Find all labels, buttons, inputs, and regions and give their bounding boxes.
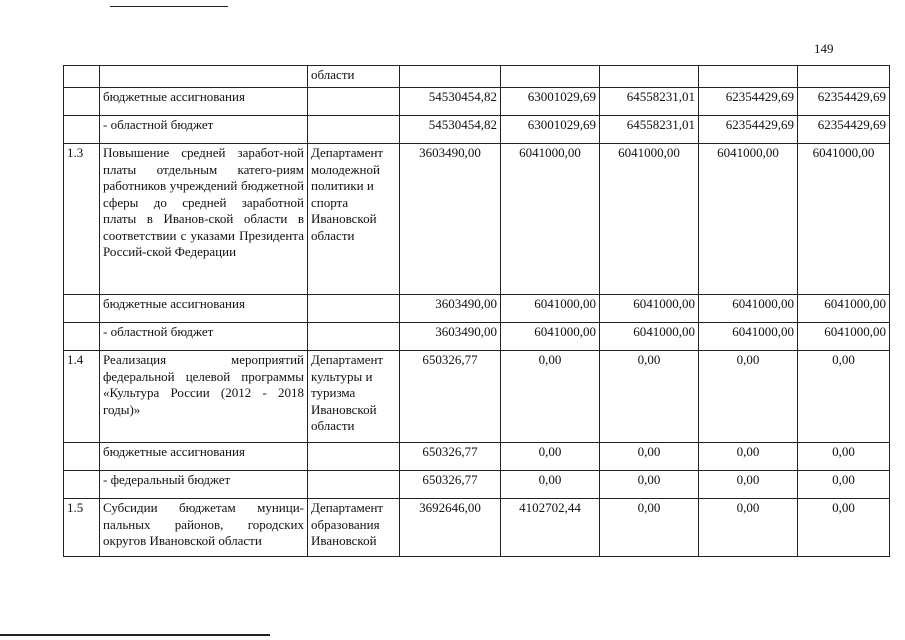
value-5: 0,00 bbox=[798, 351, 890, 443]
value-1: 3603490,00 bbox=[400, 295, 501, 323]
value-3: 0,00 bbox=[600, 443, 699, 471]
table-row bbox=[64, 351, 890, 443]
value-1: 54530454,82 bbox=[400, 88, 501, 116]
value-5: 0,00 bbox=[798, 443, 890, 471]
table-row bbox=[64, 471, 890, 499]
item-name: Реализация мероприятий федеральной целевой программы «Культура России (2012 - 2018 годы)» bbox=[100, 351, 308, 443]
value-1: 3692646,00 bbox=[400, 499, 501, 557]
value-1: 3603490,00 bbox=[400, 144, 501, 295]
value-4: 6041000,00 bbox=[699, 295, 798, 323]
value-2: 63001029,69 bbox=[501, 116, 600, 144]
value-1 bbox=[400, 66, 501, 88]
value-2: 6041000,00 bbox=[501, 295, 600, 323]
item-number: 1.5 bbox=[64, 499, 100, 557]
item-number bbox=[64, 295, 100, 323]
table-row bbox=[64, 443, 890, 471]
value-2 bbox=[501, 66, 600, 88]
table-row bbox=[64, 323, 890, 351]
item-number bbox=[64, 471, 100, 499]
value-3: 0,00 bbox=[600, 351, 699, 443]
table-row bbox=[64, 88, 890, 116]
item-department: Департамент образования Ивановской bbox=[308, 499, 400, 557]
value-5: 62354429,69 bbox=[798, 116, 890, 144]
value-4 bbox=[699, 66, 798, 88]
value-3: 6041000,00 bbox=[600, 295, 699, 323]
item-number bbox=[64, 88, 100, 116]
value-5 bbox=[798, 66, 890, 88]
value-2: 0,00 bbox=[501, 351, 600, 443]
value-1: 3603490,00 bbox=[400, 323, 501, 351]
item-name: Повышение средней заработ-ной платы отдельным катего-риям работников учреждений бюджетной сферы до средней заработной платы в Иванов-ской области в соответствии с указами Президента Россий-ской Федерации bbox=[100, 144, 308, 295]
item-name: - областной бюджет bbox=[100, 323, 308, 351]
table-row bbox=[64, 499, 890, 557]
value-3: 64558231,01 bbox=[600, 88, 699, 116]
item-department: Департамент культуры и туризма Ивановской области bbox=[308, 351, 400, 443]
value-2: 0,00 bbox=[501, 471, 600, 499]
value-4: 0,00 bbox=[699, 499, 798, 557]
value-2: 63001029,69 bbox=[501, 88, 600, 116]
top-rule bbox=[110, 6, 228, 7]
value-3 bbox=[600, 66, 699, 88]
item-number bbox=[64, 323, 100, 351]
value-5: 0,00 bbox=[798, 471, 890, 499]
item-department: Департамент молодежной политики и спорта Ивановской области bbox=[308, 144, 400, 295]
value-5: 6041000,00 bbox=[798, 144, 890, 295]
item-department bbox=[308, 443, 400, 471]
value-4: 0,00 bbox=[699, 351, 798, 443]
value-3: 6041000,00 bbox=[600, 323, 699, 351]
value-4: 6041000,00 bbox=[699, 144, 798, 295]
value-3: 6041000,00 bbox=[600, 144, 699, 295]
value-4: 0,00 bbox=[699, 443, 798, 471]
value-1: 650326,77 bbox=[400, 443, 501, 471]
item-name: бюджетные ассигнования bbox=[100, 88, 308, 116]
value-4: 62354429,69 bbox=[699, 88, 798, 116]
bottom-rule bbox=[0, 634, 270, 636]
item-name bbox=[100, 66, 308, 88]
item-department bbox=[308, 471, 400, 499]
table-row bbox=[64, 295, 890, 323]
value-5: 6041000,00 bbox=[798, 295, 890, 323]
value-2: 0,00 bbox=[501, 443, 600, 471]
value-2: 6041000,00 bbox=[501, 323, 600, 351]
value-4: 6041000,00 bbox=[699, 323, 798, 351]
item-name: - областной бюджет bbox=[100, 116, 308, 144]
item-number bbox=[64, 443, 100, 471]
table-row bbox=[64, 144, 890, 295]
value-1: 54530454,82 bbox=[400, 116, 501, 144]
value-2: 6041000,00 bbox=[501, 144, 600, 295]
item-name: - федеральный бюджет bbox=[100, 471, 308, 499]
value-4: 0,00 bbox=[699, 471, 798, 499]
item-department bbox=[308, 116, 400, 144]
value-5: 0,00 bbox=[798, 499, 890, 557]
item-department bbox=[308, 88, 400, 116]
value-3: 64558231,01 bbox=[600, 116, 699, 144]
value-1: 650326,77 bbox=[400, 351, 501, 443]
item-name: бюджетные ассигнования bbox=[100, 443, 308, 471]
item-number: 1.3 bbox=[64, 144, 100, 295]
page-number: 149 bbox=[814, 41, 834, 56]
item-number: 1.4 bbox=[64, 351, 100, 443]
item-department: области bbox=[308, 66, 400, 88]
value-5: 62354429,69 bbox=[798, 88, 890, 116]
item-department bbox=[308, 295, 400, 323]
value-3: 0,00 bbox=[600, 471, 699, 499]
item-department bbox=[308, 323, 400, 351]
item-number bbox=[64, 66, 100, 88]
value-1: 650326,77 bbox=[400, 471, 501, 499]
budget-table bbox=[63, 65, 890, 557]
value-5: 6041000,00 bbox=[798, 323, 890, 351]
table-row bbox=[64, 116, 890, 144]
value-3: 0,00 bbox=[600, 499, 699, 557]
item-number bbox=[64, 116, 100, 144]
item-name: бюджетные ассигнования bbox=[100, 295, 308, 323]
table-row bbox=[64, 66, 890, 88]
value-2: 4102702,44 bbox=[501, 499, 600, 557]
value-4: 62354429,69 bbox=[699, 116, 798, 144]
item-name: Субсидии бюджетам муници-пальных районов, городских округов Ивановской области bbox=[100, 499, 308, 557]
